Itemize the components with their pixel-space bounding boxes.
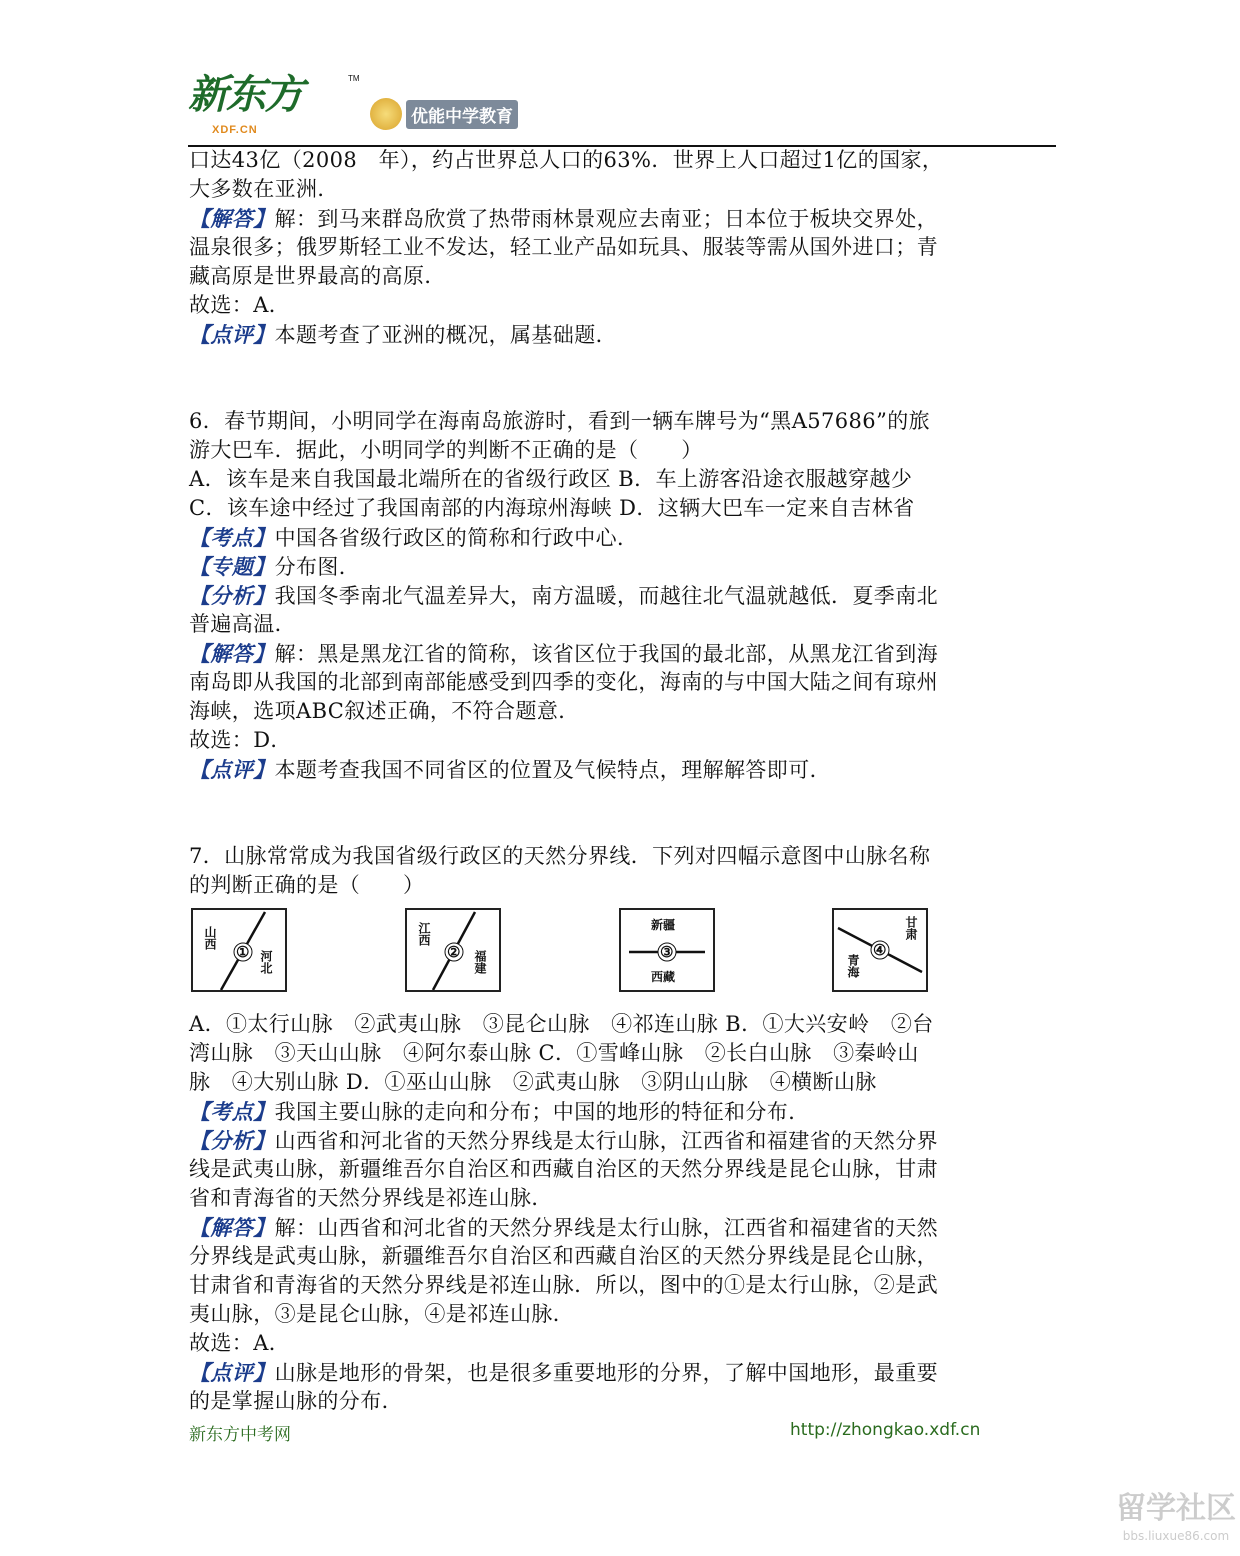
text-line	[189, 291, 1059, 320]
province-label: 新疆	[651, 918, 676, 932]
text-line	[189, 1068, 1059, 1097]
logo-sub-text: XDF.CN	[212, 124, 258, 136]
partner-logo	[370, 98, 518, 130]
section-label: 【解答】	[189, 1215, 275, 1240]
text-line	[189, 204, 1059, 233]
text-line	[189, 1242, 1059, 1271]
line-text: 分界线是武夷山脉，新疆维吾尔自治区和西藏自治区的天然分界线是昆仑山脉，	[189, 1244, 938, 1268]
text-line	[189, 175, 1059, 204]
paragraph-gap	[189, 784, 1059, 842]
footer-url[interactable]: http://zhongkao.xdf.cn	[790, 1420, 981, 1440]
section-label: 【分析】	[189, 1128, 275, 1153]
line-text: 湾山脉 ③天山山脉 ④阿尔泰山脉 C．①雪峰山脉 ②长白山脉 ③秦岭山	[189, 1041, 919, 1065]
line-text: A．①太行山脉 ②武夷山脉 ③昆仑山脉 ④祁连山脉 B．①大兴安岭 ②台	[189, 1012, 934, 1036]
text-line	[189, 871, 1059, 900]
text-line	[189, 1300, 1059, 1329]
text-line	[189, 1126, 1059, 1155]
line-text: 省和青海省的天然分界线是祁连山脉．	[189, 1186, 553, 1210]
xdf-logo	[188, 74, 364, 142]
section-label: 【点评】	[189, 322, 275, 347]
text-line	[189, 494, 1059, 523]
text-line	[189, 320, 1059, 349]
mountain-number: ②	[447, 943, 461, 961]
section-label: 【专题】	[189, 554, 275, 579]
footer-site-name: 新东方中考网	[189, 1425, 291, 1445]
text-line	[189, 697, 1059, 726]
line-text: 解：到马来群岛欣赏了热带雨林景观应去南亚；日本位于板块交界处，	[274, 207, 939, 231]
diagram-2	[405, 908, 501, 992]
text-line	[189, 407, 1059, 436]
line-text: 游大巴车．据此，小明同学的判断不正确的是（ ）	[189, 438, 703, 462]
logo-trademark: TM	[348, 74, 360, 83]
diagram-1	[191, 908, 287, 992]
text-line	[189, 1213, 1059, 1242]
text-line	[189, 842, 1059, 871]
line-text: 我国主要山脉的走向和分布；中国的地形的特征和分布．	[274, 1100, 810, 1124]
line-text: 本题考查了亚洲的概况，属基础题．	[274, 323, 618, 347]
text-line	[189, 262, 1059, 291]
province-label: 青海	[846, 954, 860, 978]
line-text: 的是掌握山脉的分布．	[189, 1389, 403, 1413]
text-line	[189, 1039, 1059, 1068]
text-line	[189, 1097, 1059, 1126]
line-text: 山脉是地形的骨架，也是很多重要地形的分界，了解中国地形，最重要	[274, 1361, 939, 1385]
line-text: 本题考查我国不同省区的位置及气候特点，理解解答即可．	[274, 758, 832, 782]
section-label: 【解答】	[189, 641, 275, 666]
partner-logo-icon	[370, 98, 402, 130]
line-text: 6．春节期间，小明同学在海南岛旅游时，看到一辆车牌号为“黑A57686”的旅	[189, 409, 930, 433]
text-line	[189, 1329, 1059, 1358]
province-label: 西藏	[651, 970, 676, 984]
document-body	[189, 146, 1059, 1416]
line-text: 中国各省级行政区的简称和行政中心．	[274, 526, 639, 550]
text-line	[189, 755, 1059, 784]
section-label: 【考点】	[189, 525, 275, 550]
section-label: 【解答】	[189, 206, 275, 231]
text-line	[189, 1358, 1059, 1387]
watermark	[1116, 1492, 1236, 1544]
line-text: 分布图．	[274, 555, 361, 579]
line-text: 温泉很多；俄罗斯轻工业不发达，轻工业产品如玩具、服装等需从国外进口；青	[189, 235, 938, 259]
line-text: 解：黑是黑龙江省的简称，该省区位于我国的最北部，从黑龙江省到海	[274, 642, 939, 666]
province-label: 山西	[203, 926, 217, 950]
text-line	[189, 146, 1059, 175]
text-line	[189, 523, 1059, 552]
partner-logo-text: 优能中学教育	[406, 100, 518, 129]
section-label: 【点评】	[189, 757, 275, 782]
text-line	[189, 436, 1059, 465]
line-text: 线是武夷山脉，新疆维吾尔自治区和西藏自治区的天然分界线是昆仑山脉，甘肃	[189, 1157, 938, 1181]
line-text: 故选：D．	[189, 728, 292, 752]
line-text: 大多数在亚洲．	[189, 177, 339, 201]
text-line	[189, 668, 1059, 697]
line-text: 脉 ④大别山脉 D．①巫山山脉 ②武夷山脉 ③阴山山脉 ④横断山脉	[189, 1070, 877, 1094]
diagram-3	[619, 908, 715, 992]
province-label: 甘肃	[904, 916, 918, 940]
line-text: 解：山西省和河北省的天然分界线是太行山脉，江西省和福建省的天然	[274, 1216, 939, 1240]
line-text: 夷山脉，③是昆仑山脉，④是祁连山脉．	[189, 1302, 575, 1326]
text-line	[189, 1271, 1059, 1300]
text-line	[189, 233, 1059, 262]
line-text: 藏高原是世界最高的高原．	[189, 264, 446, 288]
province-label: 河北	[259, 950, 273, 974]
line-text: 我国冬季南北气温差异大，南方温暖，而越往北气温就越低．夏季南北	[274, 584, 939, 608]
line-text: 故选：A．	[189, 1331, 291, 1355]
province-label: 福建	[473, 950, 487, 974]
line-text: C．该车途中经过了我国南部的内海琼州海峡 D．这辆大巴车一定来自吉林省	[189, 496, 915, 520]
mountain-number: ③	[660, 943, 674, 961]
section-label: 【分析】	[189, 583, 275, 608]
province-label: 江西	[417, 922, 431, 946]
line-text: 海峡，选项ABC叙述正确，不符合题意．	[189, 699, 580, 723]
text-line	[189, 1155, 1059, 1184]
text-line	[189, 1387, 1059, 1416]
logo-main-text: 新东方	[188, 72, 302, 118]
watermark-sub: bbs.liuxue86.com	[1122, 1529, 1230, 1543]
line-text: 山西省和河北省的天然分界线是太行山脉，江西省和福建省的天然分界	[274, 1129, 939, 1153]
text-line	[189, 465, 1059, 494]
line-text: 7．山脉常常成为我国省级行政区的天然分界线．下列对四幅示意图中山脉名称	[189, 844, 931, 868]
text-line	[189, 726, 1059, 755]
text-line	[189, 552, 1059, 581]
line-text: 口达43亿（2008 年），约占世界总人口的63%．世界上人口超过1亿的国家，	[189, 148, 944, 172]
text-line	[189, 610, 1059, 639]
mountain-number: ①	[236, 943, 250, 961]
line-text: 南岛即从我国的北部到南部能感受到四季的变化，海南的与中国大陆之间有琼州	[189, 670, 938, 694]
text-line	[189, 1184, 1059, 1213]
line-text: 的判断正确的是（ ）	[189, 873, 425, 897]
watermark-main: 留学社区	[1116, 1491, 1236, 1526]
section-label: 【点评】	[189, 1360, 275, 1385]
line-text: 甘肃省和青海省的天然分界线是祁连山脉．所以，图中的①是太行山脉，②是武	[189, 1273, 938, 1297]
line-text: 普遍高温．	[189, 612, 296, 636]
diagram-row	[189, 900, 1059, 1010]
paragraph-gap	[189, 349, 1059, 407]
section-label: 【考点】	[189, 1099, 275, 1124]
text-line	[189, 1010, 1059, 1039]
text-line	[189, 639, 1059, 668]
line-text: A．该车是来自我国最北端所在的省级行政区 B．车上游客沿途衣服越穿越少	[189, 467, 913, 491]
diagram-4	[832, 908, 928, 992]
line-text: 故选：A．	[189, 293, 291, 317]
text-line	[189, 581, 1059, 610]
mountain-number: ④	[873, 941, 887, 959]
